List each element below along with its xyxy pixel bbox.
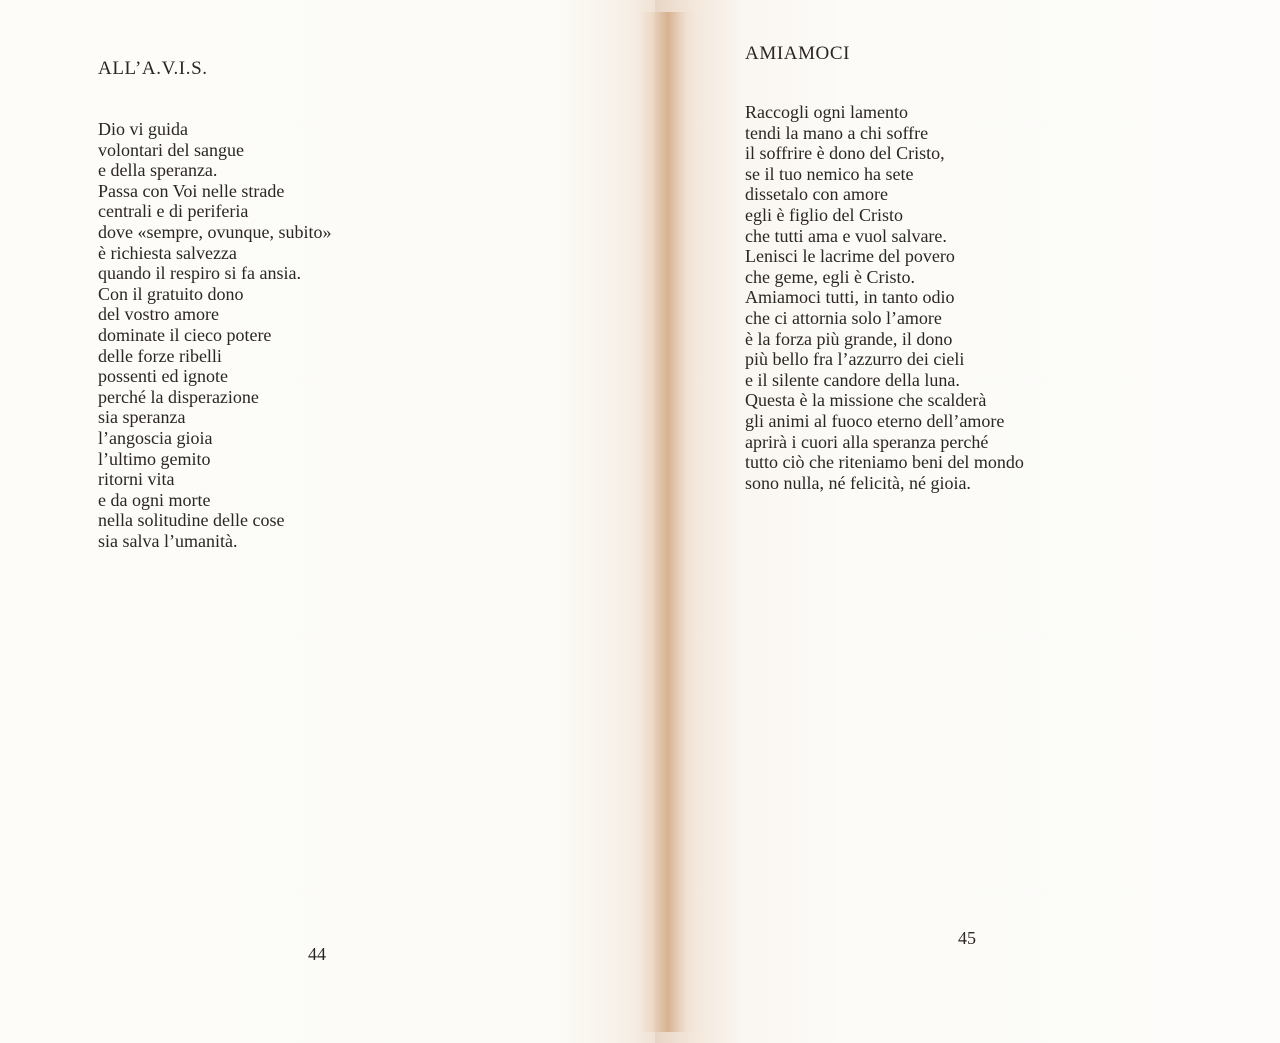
poem-line: quando il respiro si fa ansia. [98,263,301,284]
right-poem-body [745,102,1024,493]
poem-line: Con il gratuito dono [98,283,244,304]
poem-line: Raccogli ogni lamento [745,102,908,122]
poem-line: dominate il cieco potere [98,324,272,345]
poem-line: egli è figlio del Cristo [745,204,903,225]
poem-line: se il tuo nemico ha sete [745,163,914,184]
poem-line: Amiamoci tutti, in tanto odio [745,287,955,308]
poem-line: l’ultimo gemito [98,448,211,469]
poem-line: centrali e di periferia [98,201,249,222]
right-poem-title: AMIAMOCI [745,43,851,64]
poem-line: il soffrire è dono del Cristo, [745,143,945,164]
poem-line: più bello fra l’azzurro dei cieli [745,349,965,370]
poem-line: tutto ciò che riteniamo beni del mondo [745,452,1024,473]
poem-line: è richiesta salvezza [98,242,237,263]
poem-line: gli animi al fuoco eterno dell’amore [745,410,1005,431]
right-page-number: 45 [958,928,976,948]
poem-line: e della speranza. [98,160,218,181]
poem-line: che ci attornia solo l’amore [745,307,942,328]
poem-line: Questa è la missione che scalderà [745,390,987,411]
poem-line: è la forza più grande, il dono [745,328,953,349]
poem-line: e da ogni morte [98,489,211,510]
poem-line: sia speranza [98,407,186,428]
left-poem-body [98,119,331,551]
poem-line: Lenisci le lacrime del povero [745,246,955,267]
poem-line: Dio vi guida [98,119,188,139]
book-gutter [640,12,698,1032]
poem-line: del vostro amore [98,304,219,325]
poem-line: delle forze ribelli [98,345,222,366]
poem-line: ritorni vita [98,469,175,490]
poem-line: che tutti ama e vuol salvare. [745,225,947,246]
poem-line: perché la disperazione [98,386,259,407]
poem-line: aprirà i cuori alla speranza perché [745,431,989,452]
poem-line: tendi la mano a chi soffre [745,122,929,143]
poem-line: sono nulla, né felicità, né gioia. [745,472,971,493]
poem-line: l’angoscia gioia [98,427,213,448]
poem-line: che geme, egli è Cristo. [745,266,915,287]
poem-line: Passa con Voi nelle strade [98,180,285,201]
poem-line: e il silente candore della luna. [745,369,960,390]
right-page [655,0,1280,1043]
poem-line: volontari del sangue [98,139,244,160]
poem-line: nella solitudine delle cose [98,510,285,531]
left-page-number: 44 [308,944,326,964]
poem-line: dissetalo con amore [745,184,888,205]
poem-line: sia salva l’umanità. [98,530,238,551]
poem-line: possenti ed ignote [98,366,228,387]
left-poem-title: ALL’A.V.I.S. [98,58,208,79]
poem-line: dove «sempre, ovunque, subito» [98,221,332,242]
